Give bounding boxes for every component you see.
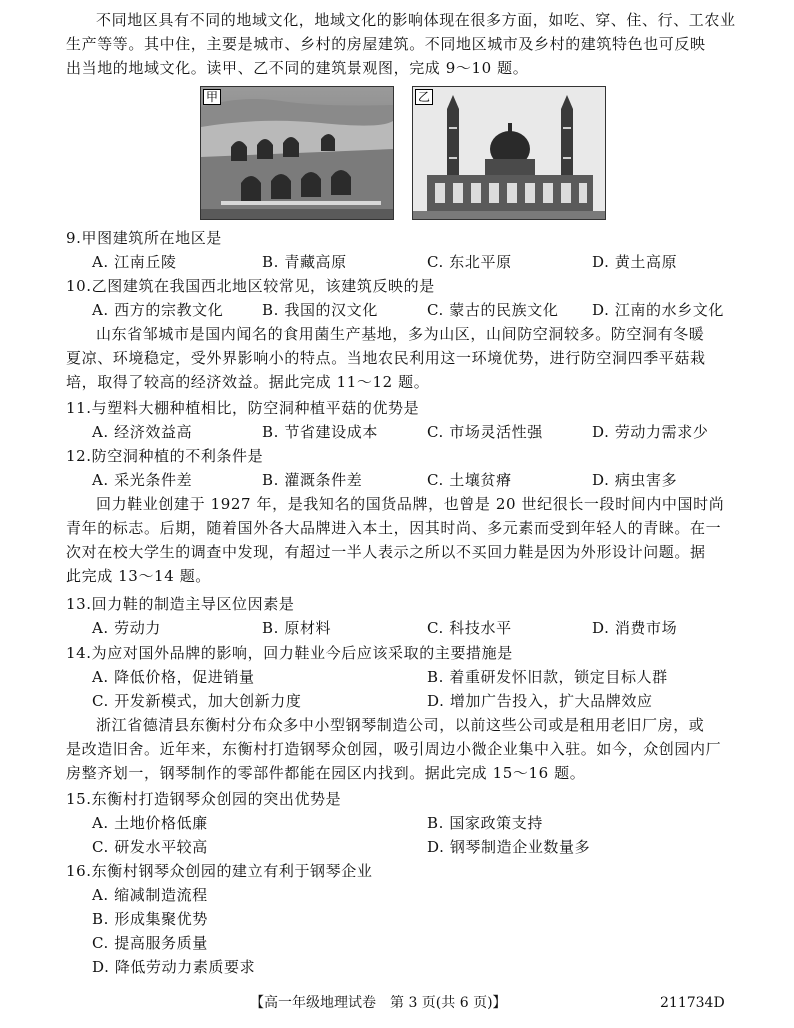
intro3-line-3: 次对在校大学生的调查中发现，有超过一半人表示之所以不买回力鞋是因为外形设计问题。据	[66, 543, 706, 561]
q15-option-b: B. 国家政策支持	[427, 814, 543, 832]
q15-option-a: A. 土地价格低廉	[92, 814, 208, 832]
q15-stem: 15.东衡村打造钢琴众创园的突出优势是	[66, 790, 342, 808]
intro4-line-2: 是改造旧舍。近年来，东衡村打造钢琴众创园，吸引周边小微企业集中入驻。如今，众创园内厂	[66, 740, 722, 758]
q16-stem: 16.东衡村钢琴众创园的建立有利于钢琴企业	[66, 862, 373, 880]
q12-option-d: D. 病虫害多	[592, 471, 678, 489]
intro1-line-1: 不同地区具有不同的地域文化，地域文化的影响体现在很多方面，如吃、穿、住、行、工农业	[96, 11, 736, 29]
photo-jia-cave-dwellings	[200, 86, 394, 220]
q16-option-d: D. 降低劳动力素质要求	[92, 958, 256, 976]
q12-stem: 12.防空洞种植的不利条件是	[66, 447, 264, 465]
intro3-line-2: 青年的标志。后期，随着国外各大品牌进入本土，因其时尚、多元素而受到年轻人的青睐。在一	[66, 519, 722, 537]
q9-option-c: C. 东北平原	[427, 253, 512, 271]
q10-option-d: D. 江南的水乡文化	[592, 301, 725, 319]
intro3-line-1: 回力鞋业创建于 1927 年，是我知名的国货品牌，也曾是 20 世纪很长一段时间内中国时尚	[96, 495, 725, 513]
q12-option-c: C. 土壤贫瘠	[427, 471, 512, 489]
q16-option-c: C. 提高服务质量	[92, 934, 208, 952]
photo-yi-mosque	[412, 86, 606, 220]
q13-option-b: B. 原材料	[262, 619, 332, 637]
q11-option-b: B. 节省建设成本	[262, 423, 378, 441]
q13-option-c: C. 科技水平	[427, 619, 512, 637]
intro2-line-2: 夏凉、环境稳定，受外界影响小的特点。当地农民利用这一环境优势，进行防空洞四季平菇栽	[66, 349, 706, 367]
intro1-line-2: 生产等等。其中住，主要是城市、乡村的房屋建筑。不同地区城市及乡村的建筑特色也可反映	[66, 35, 706, 53]
q16-option-a: A. 缩减制造流程	[92, 886, 208, 904]
q15-option-c: C. 研发水平较高	[92, 838, 208, 856]
q11-option-a: A. 经济效益高	[92, 423, 193, 441]
intro2-line-1: 山东省邹城市是国内闻名的食用菌生产基地，多为山区，山间防空洞较多。防空洞有冬暖	[96, 325, 705, 343]
intro2-line-3: 培，取得了较高的经济效益。据此完成 11～12 题。	[66, 373, 430, 391]
q15-option-d: D. 钢琴制造企业数量多	[427, 838, 591, 856]
q11-option-c: C. 市场灵活性强	[427, 423, 543, 441]
q14-stem: 14.为应对国外品牌的影响，回力鞋业今后应该采取的主要措施是	[66, 644, 513, 662]
q9-option-b: B. 青藏高原	[262, 253, 347, 271]
q12-option-a: A. 采光条件差	[92, 471, 193, 489]
intro1-line-3: 出当地的地域文化。读甲、乙不同的建筑景观图，完成 9～10 题。	[66, 59, 529, 77]
q9-option-a: A. 江南丘陵	[92, 253, 177, 271]
q10-stem: 10.乙图建筑在我国西北地区较常见，该建筑反映的是	[66, 277, 435, 295]
q10-option-a: A. 西方的宗教文化	[92, 301, 224, 319]
photo-jia-label: 甲	[203, 89, 221, 105]
intro4-line-3: 房整齐划一，钢琴制作的零部件都能在园区内找到。据此完成 15～16 题。	[66, 764, 586, 782]
intro4-line-1: 浙江省德清县东衡村分布众多中小型钢琴制造公司，以前这些公司或是租用老旧厂房，或	[96, 716, 705, 734]
q10-option-c: C. 蒙古的民族文化	[427, 301, 559, 319]
q14-option-d: D. 增加广告投入，扩大品牌效应	[427, 692, 653, 710]
q13-stem: 13.回力鞋的制造主导区位因素是	[66, 595, 295, 613]
paper-code: 211734D	[660, 995, 725, 1011]
q16-option-b: B. 形成集聚优势	[92, 910, 208, 928]
q12-option-b: B. 灌溉条件差	[262, 471, 363, 489]
intro3-line-4: 此完成 13～14 题。	[66, 567, 211, 585]
q14-option-c: C. 开发新模式，加大创新力度	[92, 692, 302, 710]
q14-option-a: A. 降低价格，促进销量	[92, 668, 255, 686]
q9-option-d: D. 黄土高原	[592, 253, 678, 271]
q9-stem: 9.甲图建筑所在地区是	[66, 229, 222, 247]
photo-yi-label: 乙	[415, 89, 433, 105]
q11-stem: 11.与塑料大棚种植相比，防空洞种植平菇的优势是	[66, 399, 420, 417]
q13-option-d: D. 消费市场	[592, 619, 678, 637]
page-footer: 【高一年级地理试卷 第 3 页(共 6 页)】	[250, 995, 507, 1011]
q13-option-a: A. 劳动力	[92, 619, 161, 637]
q11-option-d: D. 劳动力需求少	[592, 423, 709, 441]
q14-option-b: B. 着重研发怀旧款，锁定目标人群	[427, 668, 668, 686]
q10-option-b: B. 我国的汉文化	[262, 301, 378, 319]
